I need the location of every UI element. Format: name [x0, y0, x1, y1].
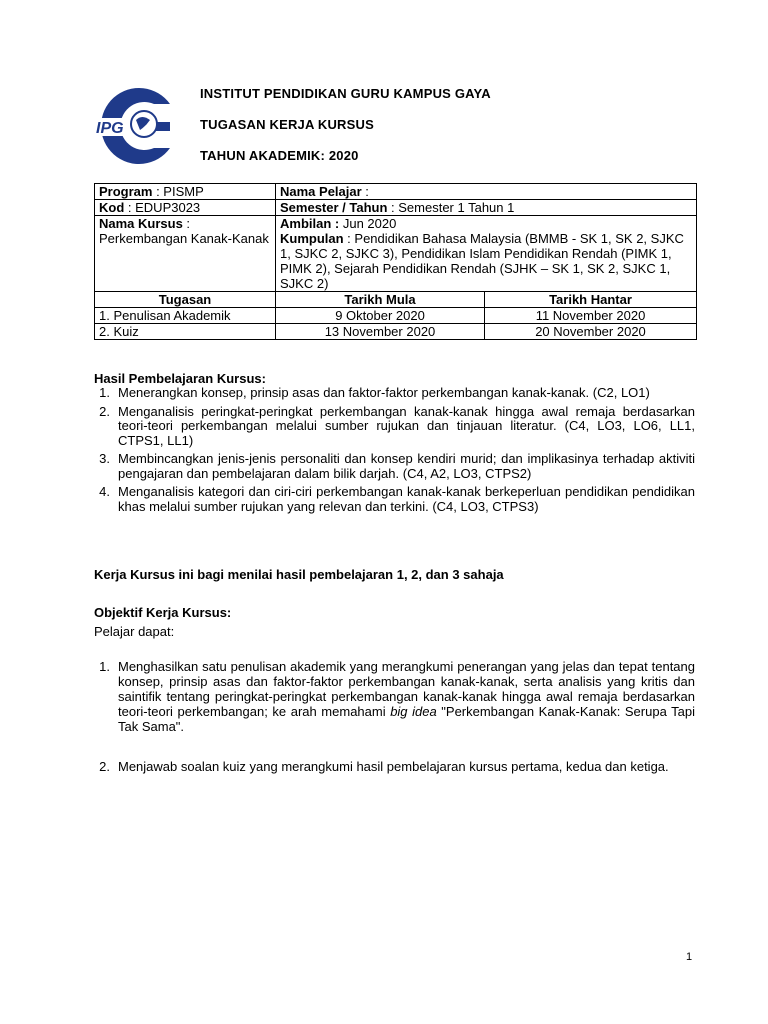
- table-cell: 11 November 2020: [485, 308, 697, 324]
- table-cell: 13 November 2020: [276, 324, 485, 340]
- table-row: [95, 308, 697, 324]
- list-item: [94, 659, 695, 734]
- course-name-label: Nama Kursus: [99, 216, 183, 231]
- objectives-intro: Pelajar dapat:: [94, 624, 175, 639]
- table-cell: 1. Penulisan Akademik: [95, 308, 276, 324]
- list-number: 2.: [99, 403, 110, 419]
- learning-outcomes-list: [94, 386, 695, 518]
- column-header: Tarikh Hantar: [485, 292, 697, 308]
- group-value: : Pendidikan Bahasa Malaysia (BMMB - SK 1, SK 2, SJKC 1, SJKC 2, SJKC 3), Pendidikan Islam Pendidikan Rendah (PIMK 1, PIMK 2), Sejarah Pendidikan Rendah (SJHK – SK 1, SK 2, SJKC 1, SJKC 2): [280, 231, 684, 291]
- list-number: 1.: [99, 385, 110, 400]
- logo-text: IPG: [96, 120, 124, 137]
- list-item: [94, 405, 695, 449]
- page-number: 1: [686, 951, 693, 963]
- table-cell: 2. Kuiz: [95, 324, 276, 340]
- intake-value: Jun 2020: [339, 216, 397, 231]
- semester-cell: [276, 200, 697, 216]
- group-label: Kumpulan: [280, 231, 344, 246]
- assessment-note: Kerja Kursus ini bagi menilai hasil pembelajaran 1, 2, dan 3 sahaja: [94, 567, 504, 582]
- course-name-cell: [95, 216, 276, 292]
- table-row: [95, 216, 697, 292]
- course-info-table: [94, 183, 697, 340]
- course-name-separator: :: [182, 216, 191, 231]
- ipg-logo: [92, 84, 176, 166]
- institute-name: INSTITUT PENDIDIKAN GURU KAMPUS GAYA: [200, 86, 491, 101]
- course-name-value: Perkembangan Kanak-Kanak: [99, 231, 269, 246]
- objectives-list: [94, 659, 695, 734]
- list-item-text: Menerangkan konsep, prinsip asas dan faktor-faktor perkembangan kanak-kanak. (C2, LO1): [118, 385, 650, 400]
- list-item: [94, 386, 695, 401]
- table-row: [95, 184, 697, 200]
- document-title: TUGASAN KERJA KURSUS: [200, 117, 374, 132]
- list-item-text: Menjawab soalan kuiz yang merangkumi hasil pembelajaran kursus pertama, kedua dan ketiga.: [118, 759, 669, 774]
- list-number: 2.: [99, 759, 110, 774]
- list-item: [94, 759, 695, 774]
- program-value: : PISMP: [152, 184, 204, 199]
- list-item-text: Menganalisis peringkat-peringkat perkembangan kanak-kanak hingga awal remaja berdasarkan teori-teori perkembangan melalui sumber rujukan dan tinjauan literatur. (C4, LO3, LO6, LL1, CTPS1, LL1): [118, 403, 695, 448]
- list-number: 3.: [99, 451, 110, 466]
- list-item: [94, 452, 695, 481]
- list-number: 1.: [99, 659, 110, 674]
- code-label: Kod: [99, 200, 125, 215]
- intake-group-cell: [276, 216, 697, 292]
- table-cell: 9 Oktober 2020: [276, 308, 485, 324]
- big-idea-term: big idea: [390, 704, 437, 719]
- list-item: [94, 485, 695, 514]
- program-cell: [95, 184, 276, 200]
- code-value: : EDUP3023: [124, 200, 201, 215]
- objectives-heading: Objektif Kerja Kursus:: [94, 605, 232, 620]
- student-name-value: :: [361, 184, 369, 199]
- learning-outcomes-heading: Hasil Pembelajaran Kursus:: [94, 371, 266, 386]
- academic-year: TAHUN AKADEMIK: 2020: [200, 148, 359, 163]
- table-header-row: [95, 292, 697, 308]
- code-cell: [95, 200, 276, 216]
- objectives-list: [94, 759, 695, 774]
- list-number: 4.: [99, 484, 110, 499]
- intake-label: Ambilan :: [280, 216, 340, 231]
- list-item-text: Membincangkan jenis-jenis personaliti dan konsep kendiri murid; dan implikasinya terhadap aktiviti pengajaran dan pembelajaran dalam bilik darjah. (C4, A2, LO3, CTPS2): [118, 451, 695, 481]
- list-item-text-tail: "Perkembangan Kanak-Kanak: Serupa Tapi Tak Sama".: [118, 704, 695, 734]
- list-item-text: Menganalisis kategori dan ciri-ciri perkembangan kanak-kanak berkeperluan pendidikan pendidikan khas melalui sumber rujukan yang relevan dan terkini. (C4, LO3, CTPS3): [118, 484, 695, 514]
- semester-label: Semester / Tahun: [280, 200, 388, 215]
- semester-value: : Semester 1 Tahun 1: [387, 200, 515, 215]
- table-row: [95, 200, 697, 216]
- column-header: Tugasan: [95, 292, 276, 308]
- column-header: Tarikh Mula: [276, 292, 485, 308]
- student-name-cell: [276, 184, 697, 200]
- student-name-label: Nama Pelajar: [280, 184, 362, 199]
- program-label: Program: [99, 184, 153, 199]
- list-item-text: Menghasilkan satu penulisan akademik yang merangkumi penerangan yang jelas dan tepat tentang konsep, prinsip asas dan faktor-faktor perkembangan kanak-kanak, serta analisis yang kritis dan saintifik tentang peringkat-peringkat perkembangan kanak-kanak hingga awal remaja berdasarkan teori-teori perkembangan; ke arah memahami: [118, 659, 695, 719]
- table-row: [95, 324, 697, 340]
- table-cell: 20 November 2020: [485, 324, 697, 340]
